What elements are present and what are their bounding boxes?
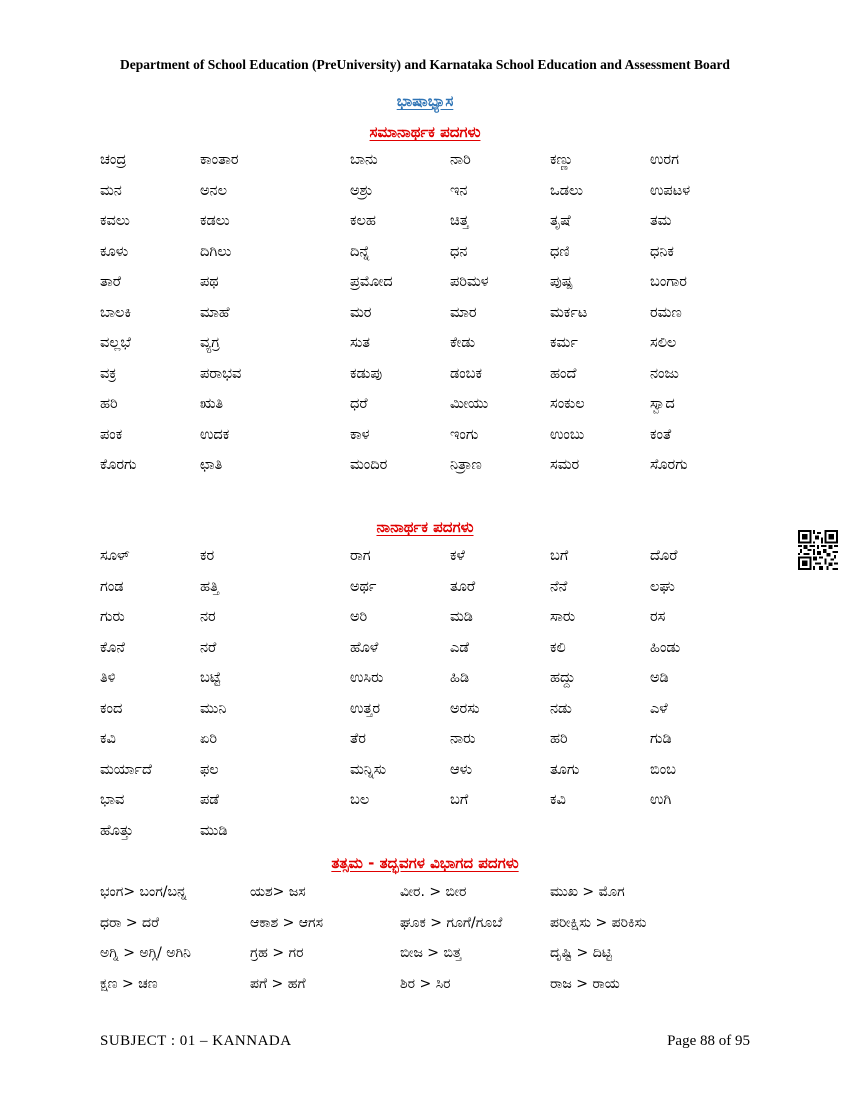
word-cell: ಕಂದ <box>100 700 123 717</box>
word-cell: ಹದ್ದು <box>550 670 576 686</box>
word-cell: ಹರಿ <box>100 396 118 412</box>
word-cell: ಧನ <box>450 243 468 260</box>
tatsama-row <box>100 945 760 976</box>
word-cell: ಹೊತ್ತು <box>100 822 134 839</box>
word-cell: ಹರಿ <box>550 731 568 747</box>
word-cell: ಭಂಗ> ಬಂಗ/ಬನ್ನ <box>100 884 187 900</box>
word-cell: ವಕ್ರ <box>100 365 117 382</box>
word-cell: ಮರ್ಯಾದೆ <box>100 761 152 778</box>
synonym-row <box>100 366 760 397</box>
qr-code-icon <box>798 530 838 570</box>
word-cell: ತೂಗು <box>550 761 580 778</box>
word-cell: ಕಡುಪು <box>350 365 383 382</box>
synonyms-table <box>100 152 760 488</box>
word-cell: ಡಂಬಕ <box>450 365 483 382</box>
word-cell: ಪಡೆ <box>200 792 220 808</box>
word-cell: ಏರಿ <box>200 731 218 747</box>
word-cell: ಕಣ್ಣು <box>550 152 574 168</box>
homonyms-heading: ನಾನಾರ್ಥಕ ಪದಗಳು <box>376 518 474 536</box>
word-cell: ರಾಗ <box>350 548 371 564</box>
homonyms-table <box>100 548 760 853</box>
homonym-row <box>100 670 760 701</box>
word-cell: ಸ್ವಾದ <box>650 396 675 412</box>
word-cell: ಅಗ್ನಿ > ಅಗ್ಗಿ/ ಅಗಿನಿ <box>100 945 191 961</box>
word-cell: ನೆನೆ <box>550 578 568 595</box>
synonym-row <box>100 244 760 275</box>
word-cell: ಅಶ್ರು <box>350 182 373 199</box>
word-cell: ದಿಗಿಲು <box>200 243 232 260</box>
word-cell: ಉದಕ <box>200 426 230 443</box>
word-cell: ಚಂದ್ರ <box>100 152 127 168</box>
word-cell: ಕವಿ <box>550 792 566 808</box>
word-cell: ದೃಷ್ಟಿ > ದಿಟ್ಟಿ <box>550 945 612 961</box>
word-cell: ಉಸಿರು <box>350 670 384 686</box>
word-cell: ವಲ್ಲಭೆ <box>100 335 131 351</box>
word-cell: ಬಂಗಾರ <box>650 274 687 290</box>
word-cell: ಹಿಡಿ <box>450 670 470 686</box>
word-cell: ಫಲ <box>200 761 219 778</box>
word-cell: ಮರ <box>350 304 372 321</box>
word-cell: ಕೂಳು <box>100 243 129 260</box>
homonym-row <box>100 640 760 671</box>
word-cell: ಅಡಿ <box>650 670 669 686</box>
word-cell: ಪಗೆ > ಹಗೆ <box>250 975 306 992</box>
word-cell: ಉಪಟಳ <box>650 182 691 199</box>
word-cell: ಪಂಕ <box>100 426 123 443</box>
word-cell: ಪರೀಕ್ಷಿಸು > ಪರಿಕಿಸು <box>550 914 647 931</box>
word-cell: ಮಾರ <box>450 304 477 321</box>
homonym-row <box>100 731 760 762</box>
word-cell: ಪರಿಮಳ <box>450 274 489 290</box>
word-cell: ಮಾಹೆ <box>200 304 230 321</box>
synonym-row <box>100 396 760 427</box>
synonym-row <box>100 457 760 488</box>
word-cell: ಧರಾ > ದರೆ <box>100 914 160 931</box>
word-cell: ಅರಸು <box>450 700 480 717</box>
word-cell: ಲಘು <box>650 578 675 595</box>
synonym-row <box>100 335 760 366</box>
word-cell: ಉಗಿ <box>650 792 672 808</box>
word-cell: ಇಂಗು <box>450 426 479 443</box>
homonym-row <box>100 548 760 579</box>
word-cell: ಮಡಿ <box>450 609 473 625</box>
word-cell: ಪ್ರಮೋದ <box>350 274 393 290</box>
word-cell: ಘೂಕ > ಗೂಗೆ/ಗೂಬೆ <box>400 914 503 931</box>
word-cell: ಪುಷ್ಪ <box>550 274 573 290</box>
word-cell: ಸಂಕುಲ <box>550 396 585 412</box>
word-cell: ರಸ <box>650 609 666 625</box>
word-cell: ನಂಜು <box>650 365 679 382</box>
word-cell: ತಾರೆ <box>100 274 122 290</box>
word-cell: ಉತ್ತರ <box>350 700 381 717</box>
synonym-row <box>100 305 760 336</box>
word-cell: ನಡು <box>550 700 572 717</box>
word-cell: ಗುರು <box>100 609 125 625</box>
word-cell: ವ್ಯಗ್ರ <box>200 335 220 351</box>
word-cell: ಪರಾಭವ <box>200 365 242 382</box>
word-cell: ಒಡಲು <box>550 182 583 199</box>
synonyms-heading: ಸಮಾನಾರ್ಥಕ ಪದಗಳು <box>369 123 481 141</box>
word-cell: ಸೊರಗು <box>650 457 688 473</box>
word-cell: ಋತಿ <box>200 396 224 412</box>
word-cell: ರಮಣ <box>650 304 682 321</box>
word-cell: ಹತ್ತಿ <box>200 578 219 595</box>
tatsama-row <box>100 976 760 1007</box>
word-cell: ಅರಿ <box>350 609 368 625</box>
tatsama-table <box>100 884 760 1006</box>
word-cell: ನಾರು <box>450 731 476 747</box>
homonym-row <box>100 579 760 610</box>
word-cell: ಬಗೆ <box>550 548 569 564</box>
word-cell: ಕಳೆ <box>450 548 465 564</box>
word-cell: ಮೀಯು <box>450 396 489 412</box>
word-cell: ತಮ <box>650 213 672 229</box>
homonym-row <box>100 823 760 854</box>
word-cell: ಮನ್ನಿಸು <box>350 761 387 778</box>
word-cell: ಶಿರ > ಸಿರ <box>400 975 451 992</box>
word-cell: ಕೇಡು <box>450 335 476 351</box>
word-cell: ಆಳು <box>450 761 473 778</box>
word-cell: ಧನಿಕ <box>650 243 674 260</box>
word-cell: ಕೊನೆ <box>100 639 125 656</box>
word-cell: ತಿಳಿ <box>100 670 116 686</box>
synonym-row <box>100 427 760 458</box>
homonym-row <box>100 762 760 793</box>
word-cell: ಗ್ರಹ > ಗರ <box>250 945 304 961</box>
word-cell: ಬೀಜ > ಬಿತ್ತ <box>400 945 462 961</box>
word-cell: ಬಾಲಕಿ <box>100 304 132 321</box>
word-cell: ಕರ್ಮ <box>550 335 578 351</box>
word-cell: ಬಿಂಬ <box>650 761 676 778</box>
word-cell: ಕವಿ <box>100 731 116 747</box>
word-cell: ದೊರೆ <box>650 548 678 564</box>
word-cell: ಆಕಾಶ > ಆಗಸ <box>250 914 324 931</box>
word-cell: ಧಣಿ <box>550 243 570 260</box>
word-cell: ಸಲಿಲ <box>650 335 677 351</box>
word-cell: ನರ <box>200 609 216 625</box>
word-cell: ಹಂದೆ <box>550 365 577 382</box>
word-cell: ತೃಷೆ <box>550 213 571 229</box>
word-cell: ನಾರಿ <box>450 152 471 168</box>
word-cell: ಕಲಹ <box>350 213 376 229</box>
word-cell: ಭಾವ <box>100 792 125 808</box>
word-cell: ಎಳೆ <box>650 700 668 717</box>
word-cell: ಛಾತಿ <box>200 457 223 473</box>
word-cell: ಮನ <box>100 182 122 199</box>
word-cell: ಹಿಂಡು <box>650 639 681 656</box>
word-cell: ಮುಖ > ಮೊಗ <box>550 884 625 900</box>
synonym-row <box>100 274 760 305</box>
word-cell: ಕಡಲು <box>200 213 230 229</box>
word-cell: ಸೂಳ್ <box>100 548 130 564</box>
word-cell: ಕವಲು <box>100 213 130 229</box>
section-title: ಭಾಷಾಭ್ಯಾಸ <box>396 92 454 110</box>
word-cell: ಯಶ> ಜಸ <box>250 884 306 900</box>
word-cell: ಹೊಳೆ <box>350 639 379 656</box>
word-cell: ಚಿತ್ತ <box>450 213 469 229</box>
word-cell: ರಾಜ > ರಾಯ <box>550 975 620 992</box>
synonym-row <box>100 213 760 244</box>
word-cell: ಮುನಿ <box>200 700 227 717</box>
word-cell: ತೆರ <box>350 731 366 747</box>
word-cell: ಧರೆ <box>350 396 368 412</box>
word-cell: ಕಲಿ <box>550 639 566 656</box>
word-cell: ಬಲ <box>350 792 370 808</box>
homonym-row <box>100 701 760 732</box>
tatsama-row <box>100 915 760 946</box>
footer-page-number: Page 88 of 95 <box>667 1033 750 1049</box>
homonym-row <box>100 792 760 823</box>
tatsama-heading: ತತ್ಸಮ - ತದ್ಭವಗಳ ವಿಭಾಗದ ಪದಗಳು <box>331 854 519 872</box>
word-cell: ಗಂಡ <box>100 578 124 595</box>
word-cell: ಪಥ <box>200 274 219 290</box>
footer-subject: SUBJECT : 01 – KANNADA <box>100 1033 292 1049</box>
word-cell: ವೀರ. > ಬೀರ <box>400 884 467 900</box>
page-header: Department of School Education (PreUniversity) and Karnataka School Education and Assessment Board <box>120 57 730 72</box>
word-cell: ಮರ್ಕಟ <box>550 304 588 321</box>
word-cell: ಅರ್ಥ <box>350 578 377 595</box>
word-cell: ಉರಗ <box>650 152 679 168</box>
word-cell: ಅನಲ <box>200 182 228 199</box>
synonym-row <box>100 152 760 183</box>
word-cell: ಎಡೆ <box>450 639 470 656</box>
word-cell: ಕರ <box>200 548 215 564</box>
synonym-row <box>100 183 760 214</box>
word-cell: ಕೊರಗು <box>100 457 137 473</box>
word-cell: ಕ್ಷಣ > ಚಣ <box>100 975 158 992</box>
word-cell: ಬಗೆ <box>450 792 469 808</box>
word-cell: ಬಾನು <box>350 152 378 168</box>
word-cell: ದಿನ್ನೆ <box>350 243 370 260</box>
word-cell: ಬಟ್ಟೆ <box>200 670 221 686</box>
word-cell: ಮುಡಿ <box>200 822 228 839</box>
word-cell: ಮಂದಿರ <box>350 457 388 473</box>
word-cell: ನಿತ್ರಾಣ <box>450 457 482 473</box>
word-cell: ಕಾಳ <box>350 426 370 443</box>
word-cell: ಗುಡಿ <box>650 731 672 747</box>
word-cell: ಸುತ <box>350 335 370 351</box>
word-cell: ತೂರೆ <box>450 578 476 595</box>
word-cell: ಇನ <box>450 182 468 199</box>
tatsama-row <box>100 884 760 915</box>
word-cell: ಉಂಬು <box>550 426 585 443</box>
word-cell: ನರೆ <box>200 639 217 656</box>
homonym-row <box>100 609 760 640</box>
word-cell: ಸಾರು <box>550 609 576 625</box>
word-cell: ಸಮರ <box>550 457 580 473</box>
word-cell: ಕಾಂತಾರ <box>200 152 239 168</box>
word-cell: ಕಂತೆ <box>650 426 672 443</box>
